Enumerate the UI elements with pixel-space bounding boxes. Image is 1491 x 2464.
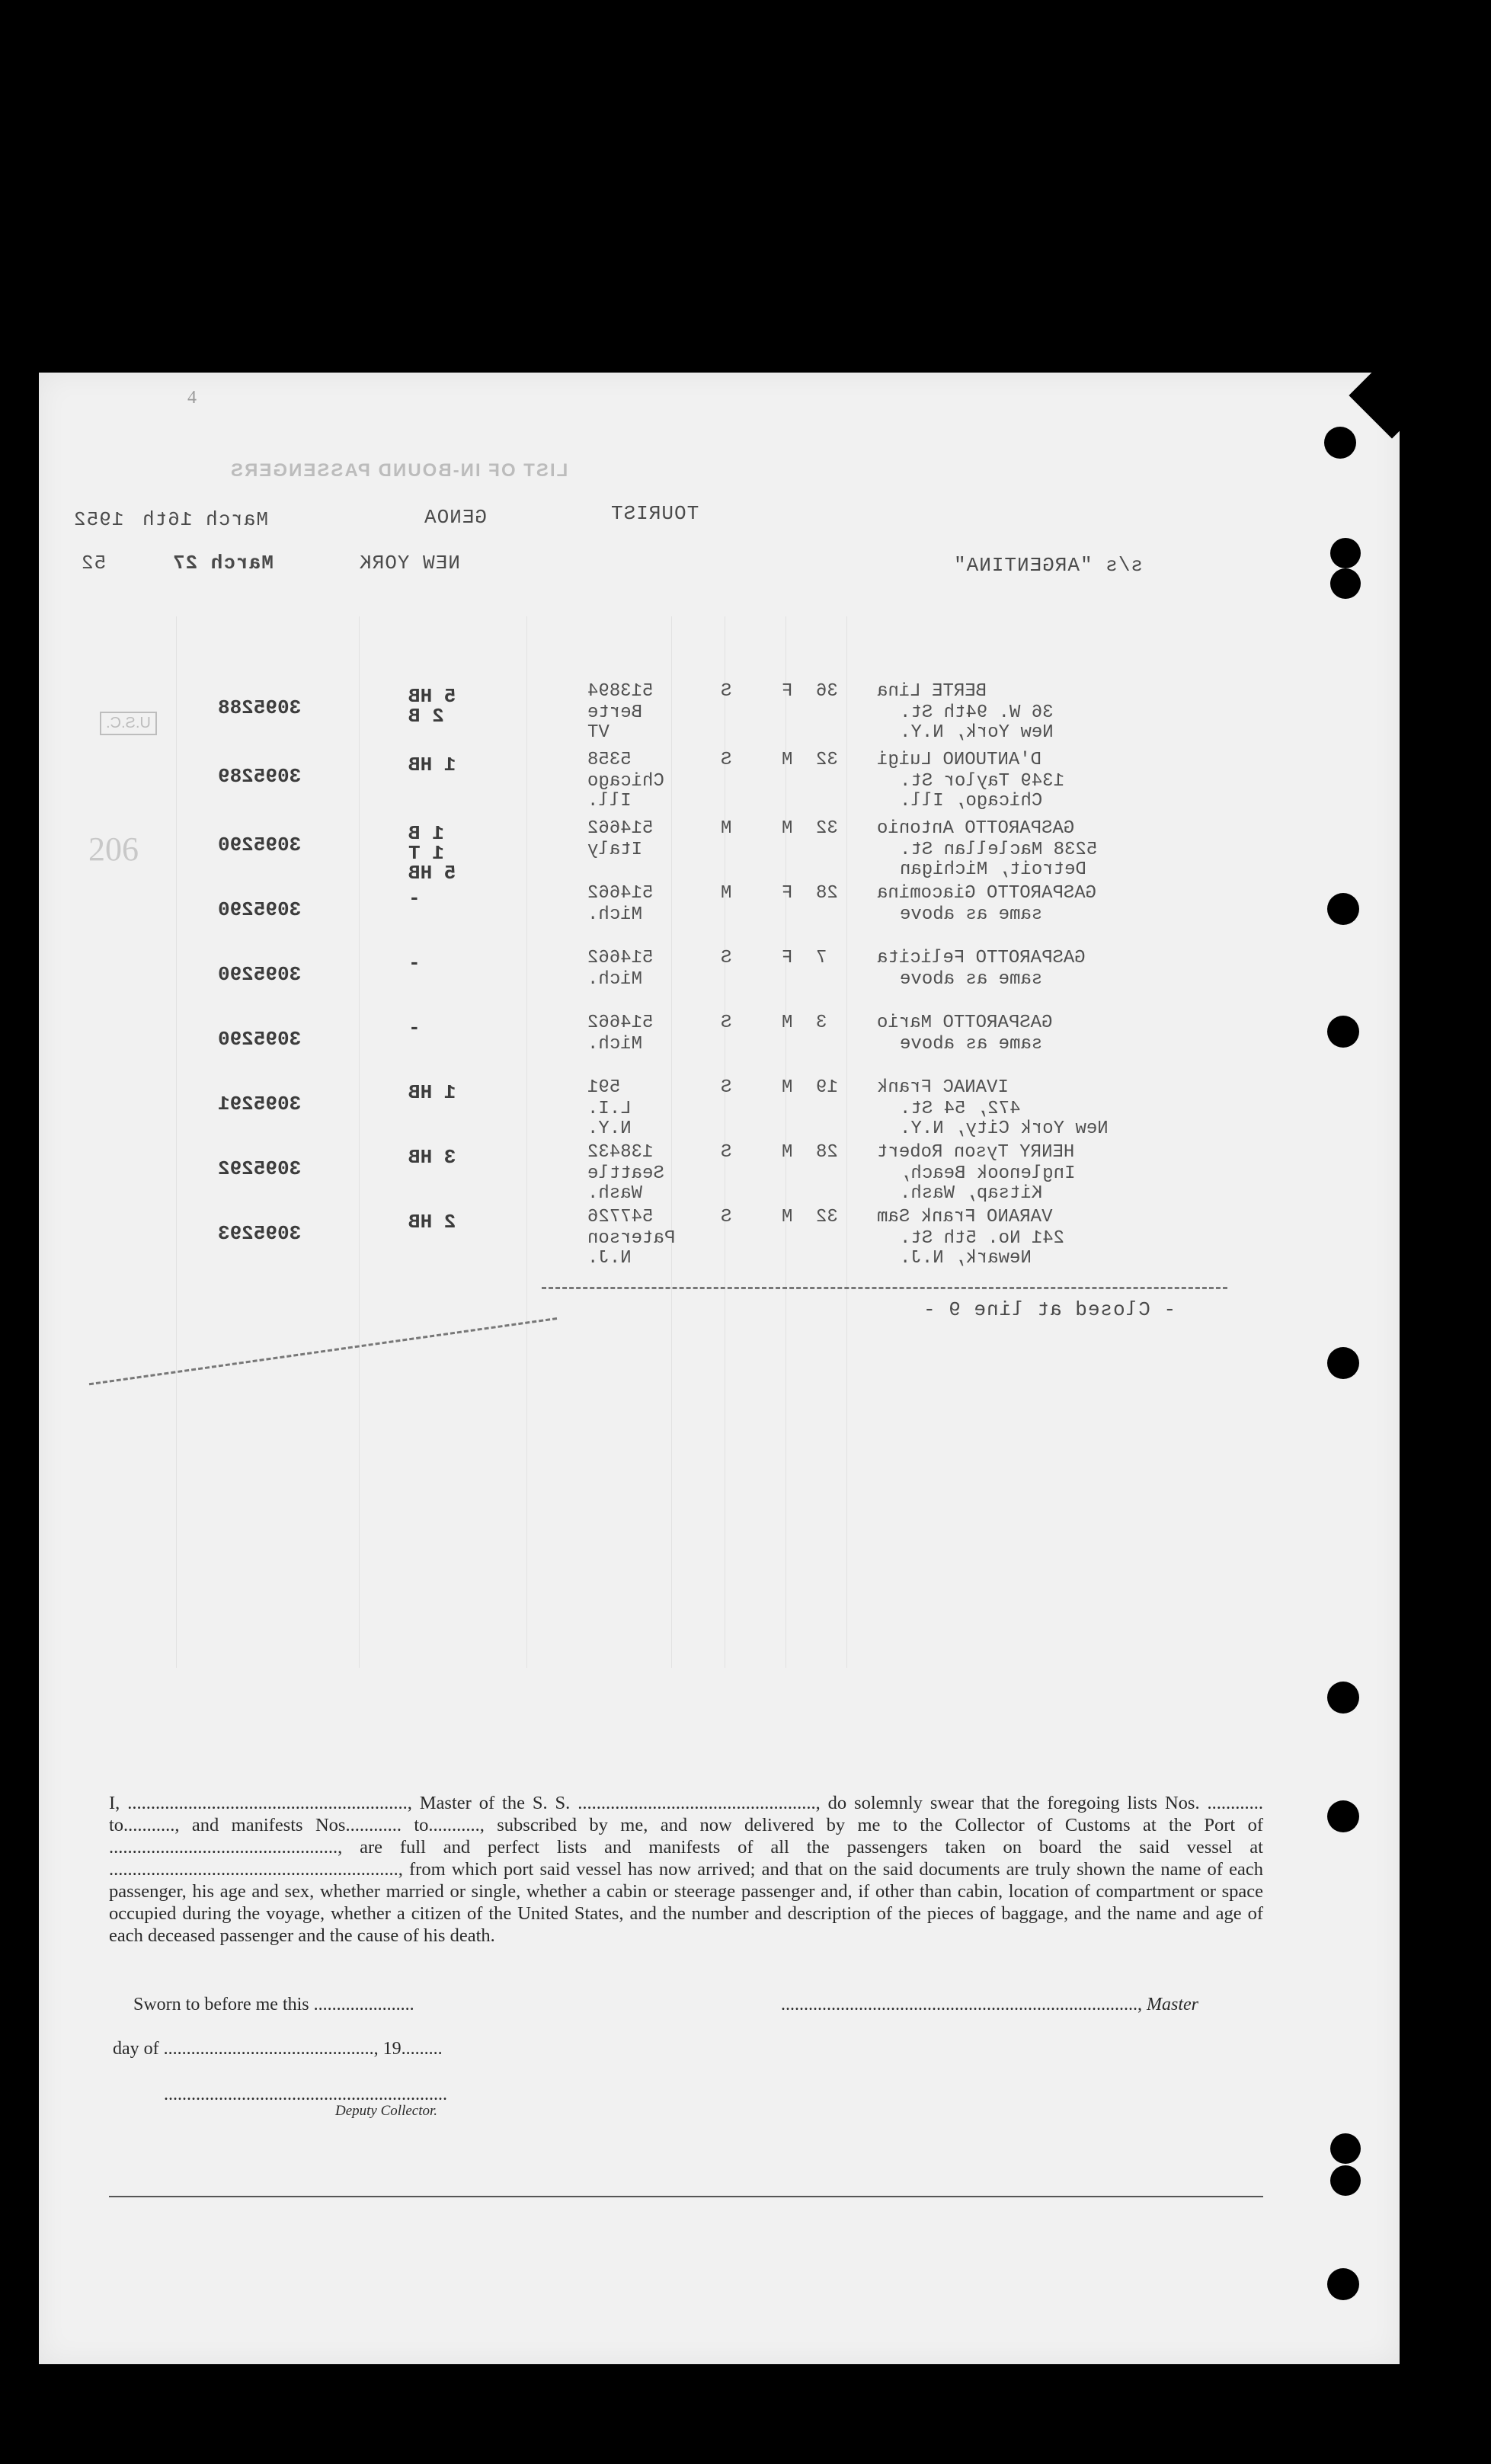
passenger-sex: F	[782, 681, 793, 702]
passenger-address: New York City, N.Y.	[900, 1118, 1109, 1139]
passenger-name: GASPAROTTO Mario	[877, 1013, 1053, 1033]
passenger-age: 32	[816, 1207, 838, 1227]
strike-line	[89, 1317, 557, 1385]
passenger-age: 28	[816, 1142, 838, 1163]
table-row	[39, 1207, 1400, 1275]
passenger-age: 7	[816, 948, 827, 968]
passenger-number: 5358	[587, 750, 632, 770]
ticket-number: 3095290	[218, 1028, 302, 1051]
year-to: 52	[81, 552, 107, 574]
passenger-name: HENRY Tyson Robert	[877, 1142, 1075, 1163]
ticket-number: 3095291	[218, 1093, 302, 1115]
passenger-sex: F	[782, 948, 793, 968]
passenger-destination: Wash.	[587, 1183, 643, 1204]
passenger-destination: Chicago	[587, 771, 664, 792]
passenger-status: S	[721, 681, 732, 702]
table-row	[39, 1142, 1400, 1211]
class-label: TOURIST	[610, 502, 699, 525]
port-from: GENOA	[424, 506, 488, 529]
passenger-destination: Mich.	[587, 969, 643, 990]
punch-hole	[1327, 1800, 1359, 1832]
passenger-name: GASPAROTTO Giacomina	[877, 883, 1097, 904]
passenger-sex: M	[782, 1013, 793, 1033]
baggage-count: -	[408, 1016, 421, 1039]
passenger-address: Newark, N.J.	[900, 1248, 1032, 1269]
passenger-destination: L.I.	[587, 1099, 632, 1119]
customs-stamp: U.S.C.	[100, 712, 157, 735]
punch-hole	[1327, 1682, 1359, 1714]
table-row	[39, 948, 1400, 1016]
passenger-address: same as above	[900, 904, 1043, 925]
passenger-age: 36	[816, 681, 838, 702]
form-title: LIST OF IN-BOUND PASSENGERS	[229, 460, 568, 481]
master-oath	[109, 1792, 1263, 1947]
passenger-name: BERTE Lina	[877, 681, 987, 702]
punch-hole	[1330, 538, 1361, 568]
date-to: March 27	[172, 552, 274, 574]
passenger-destination: Mich.	[587, 1034, 643, 1054]
day-line: day of .............................................., 19.........	[113, 2039, 443, 2059]
oath-text: I, ............................................................, Master of the S. S. ..................................................., do solemnly swear that the foregoing lists Nos. ............ to..........., and manifests Nos............ to..........., subscribed by me, and now delivered by me to the Collector of Customs at the Port of ................................................., are full and perfect lists and manifests of all the passengers taken on board the said vessel at .............................................................., from which port said vessel has now arrived; and that on the said documents are truly shown the name of each passenger, his age and sex, whether married or single, whether a cabin or steerage passenger and, if other than cabin, location of compartment or space occupied during the voyage, whether a citizen of the United States, and the number and description of the pieces of baggage, and the name and age of each deceased passenger and the cause of his death.	[109, 1793, 1263, 1946]
passenger-address: 241 No. 5th St.	[900, 1228, 1065, 1249]
ticket-number: 3095292	[218, 1157, 302, 1180]
passenger-sex: M	[782, 1142, 793, 1163]
passenger-age: 19	[816, 1077, 838, 1098]
passenger-age: 3	[816, 1013, 827, 1033]
punch-hole	[1327, 893, 1359, 925]
baggage-count: 2 HB	[408, 1211, 456, 1234]
baggage-count: 1 T	[408, 842, 444, 865]
closing-note: - Closed at line 9 -	[923, 1298, 1176, 1321]
baggage-count: 2 B	[408, 705, 444, 728]
passenger-destination: Mich.	[587, 904, 643, 925]
passenger-address: same as above	[900, 1034, 1043, 1054]
punch-hole	[1327, 1347, 1359, 1379]
passenger-status: S	[721, 1142, 732, 1163]
ticket-number: 3095290	[218, 834, 302, 856]
master-signature-line: .............................................................................., Master	[781, 1995, 1198, 2014]
passenger-number: 547726	[587, 1207, 654, 1227]
passenger-number: 514662	[587, 818, 654, 839]
passenger-destination: N.Y.	[587, 1118, 632, 1139]
ticket-number: 3095288	[218, 696, 302, 719]
margin-mark: 206	[88, 830, 139, 868]
passenger-address: New York, N.Y.	[900, 722, 1054, 743]
date-from: March 16th	[142, 508, 269, 531]
passenger-number: 513894	[587, 681, 654, 702]
sworn-line: Sworn to before me this ......................	[133, 1995, 414, 2014]
baggage-count: 1 HB	[408, 754, 456, 776]
manifest-sheet	[39, 373, 1400, 2364]
punch-hole	[1330, 2133, 1361, 2164]
passenger-number: 514662	[587, 1013, 654, 1033]
passenger-destination: N.J.	[587, 1248, 632, 1269]
passenger-status: S	[721, 1077, 732, 1098]
passenger-age: 32	[816, 750, 838, 770]
passenger-address: Chicago, Ill.	[900, 791, 1043, 811]
passenger-number: 138432	[587, 1142, 654, 1163]
passenger-name: VARANO Frank Sam	[877, 1207, 1053, 1227]
passenger-sex: M	[782, 1207, 793, 1227]
baggage-count: -	[408, 952, 421, 974]
closing-rule	[542, 1287, 1227, 1289]
passenger-destination: Italy	[587, 840, 643, 860]
punch-hole	[1324, 427, 1356, 459]
vessel-name: s/s "ARGENTINA"	[953, 554, 1144, 577]
passenger-status: S	[721, 750, 732, 770]
table-row	[39, 1013, 1400, 1081]
passenger-status: M	[721, 818, 732, 839]
punch-hole	[1330, 568, 1361, 599]
table-row	[39, 750, 1400, 818]
year-from: 1952	[73, 508, 124, 531]
passenger-name: D'ANTUONO Luigi	[877, 750, 1042, 770]
passenger-address: 36 W. 94th St.	[900, 702, 1054, 723]
passenger-sex: M	[782, 818, 793, 839]
passenger-name: IVANAC Frank	[877, 1077, 1009, 1098]
passenger-status: M	[721, 883, 732, 904]
baggage-count: 3 HB	[408, 1146, 456, 1169]
passenger-address: 1349 Taylor St.	[900, 771, 1065, 792]
passenger-name: GASPAROTTO Antonio	[877, 818, 1075, 839]
passenger-address: 5238 Maclellan St.	[900, 840, 1098, 860]
passenger-address: same as above	[900, 969, 1043, 990]
page-mark: 4	[187, 388, 197, 408]
passenger-address: Kitsap, Wash.	[900, 1183, 1043, 1204]
ticket-number: 3095293	[218, 1222, 302, 1245]
passenger-destination: VT	[587, 722, 610, 743]
passenger-sex: M	[782, 1077, 793, 1098]
baggage-count: 1 HB	[408, 1081, 456, 1104]
port-to: NEW YORK	[359, 552, 460, 574]
ticket-number: 3095289	[218, 765, 302, 788]
passenger-age: 28	[816, 883, 838, 904]
passenger-destination: Paterson	[587, 1228, 676, 1249]
passenger-status: S	[721, 948, 732, 968]
passenger-destination: Ill.	[587, 791, 632, 811]
passenger-destination: Seattle	[587, 1163, 664, 1184]
passenger-sex: M	[782, 750, 793, 770]
baggage-count: 5 HB	[408, 862, 456, 885]
punch-hole	[1327, 2268, 1359, 2300]
passenger-age: 32	[816, 818, 838, 839]
deputy-line: ..............................................................	[164, 2085, 447, 2104]
table-row	[39, 681, 1400, 750]
passenger-number: 591	[587, 1077, 621, 1098]
table-row	[39, 818, 1400, 887]
table-row	[39, 883, 1400, 952]
passenger-sex: F	[782, 883, 793, 904]
deputy-collector-label: Deputy Collector.	[335, 2103, 438, 2119]
baggage-count: -	[408, 887, 421, 910]
bottom-rule	[109, 2196, 1263, 2197]
passenger-address: 472, 54 St.	[900, 1099, 1021, 1119]
ticket-number: 3095290	[218, 898, 302, 921]
passenger-status: S	[721, 1207, 732, 1227]
passenger-number: 514662	[587, 948, 654, 968]
baggage-count: 5 HB	[408, 685, 456, 708]
passenger-name: GASPAROTTO Felicita	[877, 948, 1086, 968]
punch-hole	[1330, 2165, 1361, 2196]
passenger-number: 514662	[587, 883, 654, 904]
passenger-address: Inglenook Beach,	[900, 1163, 1076, 1184]
table-row	[39, 1077, 1400, 1146]
passenger-status: S	[721, 1013, 732, 1033]
punch-hole	[1327, 1016, 1359, 1048]
passenger-destination: Berte	[587, 702, 643, 723]
passenger-address: Detroit, Michigan	[900, 859, 1086, 880]
baggage-count: 1 B	[408, 822, 444, 845]
ticket-number: 3095290	[218, 963, 302, 986]
